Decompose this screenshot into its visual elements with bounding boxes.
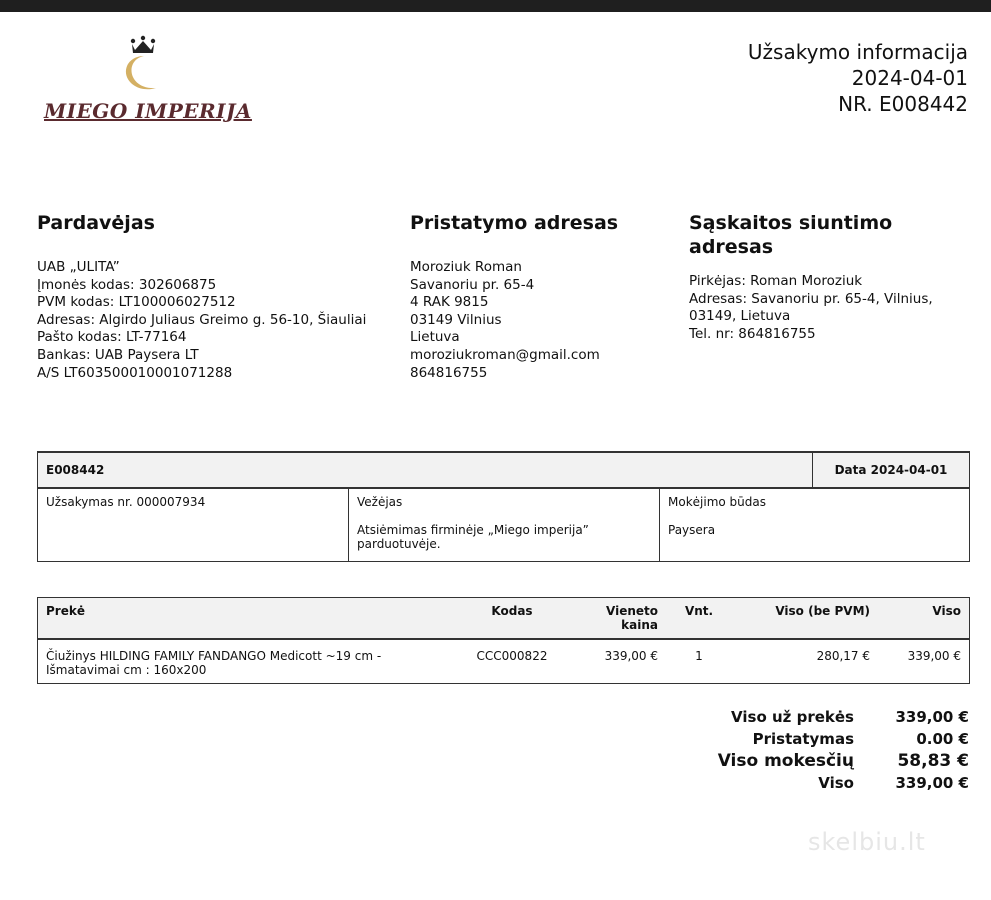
seller-block [37, 211, 366, 382]
col-header-total-no-vat: Viso (be PVM) [732, 598, 878, 640]
seller-line: UAB „ULITA” [37, 259, 120, 275]
billing-line: Pirkėjas: Roman Moroziuk [689, 273, 863, 289]
item-code: CCC000822 [454, 639, 570, 684]
top-bar [0, 0, 991, 12]
order-info-number: NR. E008442 [838, 92, 968, 116]
totals-row-delivery [718, 728, 969, 750]
totals-value: 339,00 € [895, 708, 969, 726]
items-header-row [38, 598, 970, 640]
billing-block [689, 211, 969, 343]
payment-label: Mokėjimo būdas [668, 495, 766, 509]
totals-row-taxes [718, 750, 969, 772]
delivery-line: Lietuva [410, 329, 460, 346]
totals-value: 339,00 € [895, 774, 969, 792]
col-header-unit-price: Vieneto kaina [570, 598, 666, 640]
totals-row-grand [718, 772, 969, 794]
billing-line: Tel. nr: 864816755 [689, 325, 816, 342]
seller-line: Adresas: Algirdo Juliaus Greimo g. 56-10, Šiauliai [37, 311, 367, 328]
totals-label: Viso už prekės [731, 708, 854, 726]
item-total: 339,00 € [878, 639, 970, 684]
totals-value: 58,83 € [897, 751, 969, 771]
delivery-email[interactable]: moroziukroman@gmail.com [410, 346, 600, 363]
seller-line: Įmonės kodas: 302606875 [37, 276, 217, 293]
item-total-no-vat: 280,17 € [732, 639, 878, 684]
totals-label: Viso mokesčių [717, 751, 854, 771]
totals-block [718, 706, 969, 794]
delivery-line: 4 RAK 9815 [410, 294, 489, 311]
col-header-total: Viso [878, 598, 970, 640]
seller-line: PVM kodas: LT100006027512 [37, 294, 236, 311]
payment-cell [660, 488, 970, 562]
item-product: Čiužinys HILDING FAMILY FANDANGO Medicott ~19 cm - Išmatavimai cm : 160x200 [38, 639, 455, 684]
order-details-table [37, 451, 970, 562]
delivery-line: 03149 Vilnius [410, 311, 502, 328]
order-info-header [748, 39, 968, 117]
col-header-qty: Vnt. [666, 598, 732, 640]
col-header-code: Kodas [454, 598, 570, 640]
carrier-label: Vežėjas [357, 495, 403, 509]
carrier-cell [349, 488, 660, 562]
delivery-phone: 864816755 [410, 364, 488, 381]
order-info-date: 2024-04-01 [851, 66, 968, 90]
items-table [37, 597, 970, 684]
order-info-title: Užsakymo informacija [747, 40, 968, 64]
carrier-value: Atsiėmimas firminėje „Miego imperija” parduotuvėje. [357, 523, 589, 551]
order-id-cell: E008442 [38, 452, 813, 488]
totals-label: Viso [818, 774, 854, 792]
billing-line: Adresas: Savanoriu pr. 65-4, Vilnius, 03149, Lietuva [689, 290, 933, 325]
order-date-cell: Data 2024-04-01 [813, 452, 970, 488]
seller-line: A/S LT603500010001071288 [37, 364, 233, 381]
billing-heading: Sąskaitos siuntimo adresas [689, 212, 893, 258]
crescent-moon-icon [126, 56, 156, 89]
seller-line: Bankas: UAB Paysera LT [37, 346, 199, 363]
logo-text: MIEGO IMPERIJA [44, 99, 252, 123]
order-number: Užsakymas nr. 000007934 [46, 495, 206, 509]
order-number-cell [38, 488, 349, 562]
seller-heading: Pardavėjas [37, 212, 155, 234]
totals-row-goods [718, 706, 969, 728]
item-qty: 1 [666, 639, 732, 684]
totals-value: 0.00 € [916, 730, 969, 748]
col-header-product: Prekė [38, 598, 455, 640]
payment-value: Paysera [668, 523, 716, 537]
item-unit-price: 339,00 € [570, 639, 666, 684]
watermark: skelbiu.lt [808, 828, 926, 856]
delivery-line: Savanoriu pr. 65-4 [410, 276, 535, 293]
crown-icon [131, 36, 155, 53]
delivery-heading: Pristatymo adresas [410, 212, 619, 234]
table-row [38, 639, 970, 684]
seller-line: Pašto kodas: LT-77164 [37, 329, 187, 346]
delivery-line: Moroziuk Roman [410, 259, 522, 275]
totals-label: Pristatymas [752, 730, 854, 748]
delivery-block [410, 211, 618, 382]
